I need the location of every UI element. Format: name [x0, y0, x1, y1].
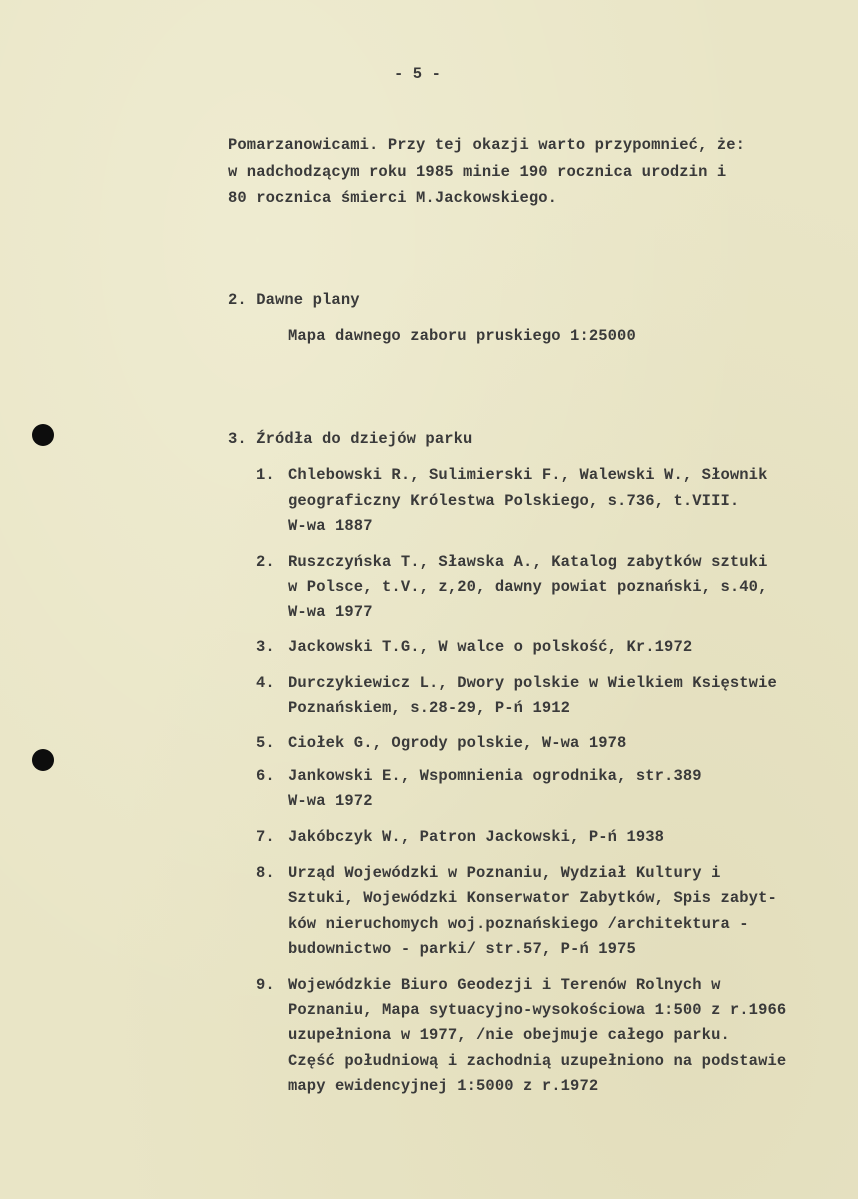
entry-line: geograficzny Królestwa Polskiego, s.736, t.VIII.	[288, 492, 740, 510]
section-2-item: Mapa dawnego zaboru pruskiego 1:25000	[288, 327, 636, 345]
entry-number: 3.	[256, 638, 275, 656]
entry-line: Chlebowski R., Sulimierski F., Walewski W., Słownik	[288, 466, 768, 484]
entry-line: Ruszczyńska T., Sławska A., Katalog zabytków sztuki	[288, 553, 768, 571]
entry-line: Ciołek G., Ogrody polskie, W-wa 1978	[288, 734, 627, 752]
page-number: - 5 -	[394, 65, 442, 83]
entry-line: Jackowski T.G., W walce o polskość, Kr.1972	[288, 638, 693, 656]
entry-line: Sztuki, Wojewódzki Konserwator Zabytków, Spis zabyt-	[288, 889, 777, 907]
entry-line: Poznańskiem, s.28-29, P-ń 1912	[288, 699, 571, 717]
entry-number: 2.	[256, 553, 275, 571]
entry-line: Durczykiewicz L., Dwory polskie w Wielkiem Księstwie	[288, 674, 777, 692]
entry-line: ków nieruchomych woj.poznańskiego /architektura -	[288, 915, 749, 933]
entry-line: Jankowski E., Wspomnienia ogrodnika, str.389	[288, 767, 702, 785]
entry-number: 1.	[256, 466, 275, 484]
entry-number: 4.	[256, 674, 275, 692]
entry-line: Wojewódzkie Biuro Geodezji i Terenów Rolnych w	[288, 976, 721, 994]
intro-line-1: Pomarzanowicami. Przy tej okazji warto przypomnieć, że:	[228, 136, 746, 154]
entry-line: uzupełniona w 1977, /nie obejmuje całego parku.	[288, 1026, 730, 1044]
entry-number: 9.	[256, 976, 275, 994]
punch-hole-top	[32, 424, 54, 446]
intro-line-2: w nadchodzącym roku 1985 minie 190 rocznica urodzin i	[228, 163, 727, 181]
section-2-heading: 2. Dawne plany	[228, 291, 360, 309]
entry-number: 6.	[256, 767, 275, 785]
entry-number: 5.	[256, 734, 275, 752]
entry-line: W-wa 1972	[288, 792, 373, 810]
entry-line: W-wa 1977	[288, 603, 373, 621]
entry-number: 8.	[256, 864, 275, 882]
entry-line: Część południową i zachodnią uzupełniono na podstawie	[288, 1052, 787, 1070]
punch-hole-bottom	[32, 749, 54, 771]
entry-line: mapy ewidencyjnej 1:5000 z r.1972	[288, 1077, 599, 1095]
entry-line: w Polsce, t.V., z,20, dawny powiat poznański, s.40,	[288, 578, 768, 596]
entry-line: W-wa 1887	[288, 517, 373, 535]
entry-line: Poznaniu, Mapa sytuacyjno-wysokościowa 1:500 z r.1966	[288, 1001, 787, 1019]
entry-number: 7.	[256, 828, 275, 846]
entry-line: Jakóbczyk W., Patron Jackowski, P-ń 1938	[288, 828, 665, 846]
intro-line-3: 80 rocznica śmierci M.Jackowskiego.	[228, 189, 558, 207]
entry-line: Urząd Wojewódzki w Poznaniu, Wydział Kultury i	[288, 864, 721, 882]
entry-line: budownictwo - parki/ str.57, P-ń 1975	[288, 940, 636, 958]
section-3-heading: 3. Źródła do dziejów parku	[228, 430, 473, 448]
